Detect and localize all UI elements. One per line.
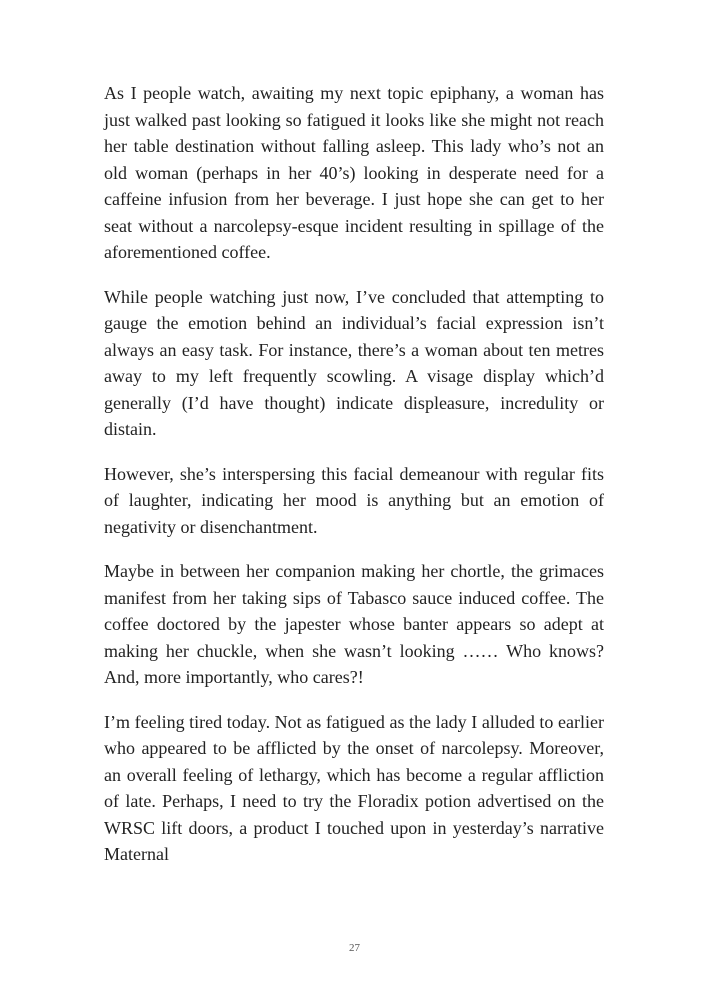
page-number: 27: [349, 942, 360, 954]
paragraph-5: I’m feeling tired today. Not as fatigued as the lady I alluded to earlier who appeared to be afflicted by the onset of narcolepsy. Moreover, an overall feeling of lethargy, which has become a regular affliction of late. Perhaps, I need to try the Floradix potion advertised on the WRSC lift doors, a product I touched upon in yesterday’s narrative Maternal: [104, 711, 604, 864]
paragraph-3: However, she’s interspersing this facial demeanour with regular fits of laughter, indicating her mood is anything but an emotion of negativity or disenchantment.: [104, 463, 604, 537]
paragraph-4: Maybe in between her companion making her chortle, the grimaces manifest from her taking sips of Tabasco sauce induced coffee. The coffee doctored by the japester whose banter appears so adept at making her chuckle, when she wasn’t looking …… Who knows? And, more importantly, who cares?!: [104, 561, 604, 687]
page-body: [104, 80, 604, 886]
paragraph-1: As I people watch, awaiting my next topic epiphany, a woman has just walked past looking so fatigued it looks like she might not reach her table destination without falling asleep. This lady who’s not an old woman (perhaps in her 40’s) looking in desperate need for a caffeine infusion from her beverage. I just hope she can get to her seat without a narcolepsy-esque incident resulting in spillage of the aforementioned coffee.: [104, 83, 604, 262]
paragraph-2: While people watching just now, I’ve concluded that attempting to gauge the emotion behind an individual’s facial expression isn’t always an easy task. For instance, there’s a woman about ten metres away to my left frequently scowling. A visage display which’d generally (I’d have thought) indicate displeasure, incredulity or distain.: [104, 286, 604, 439]
